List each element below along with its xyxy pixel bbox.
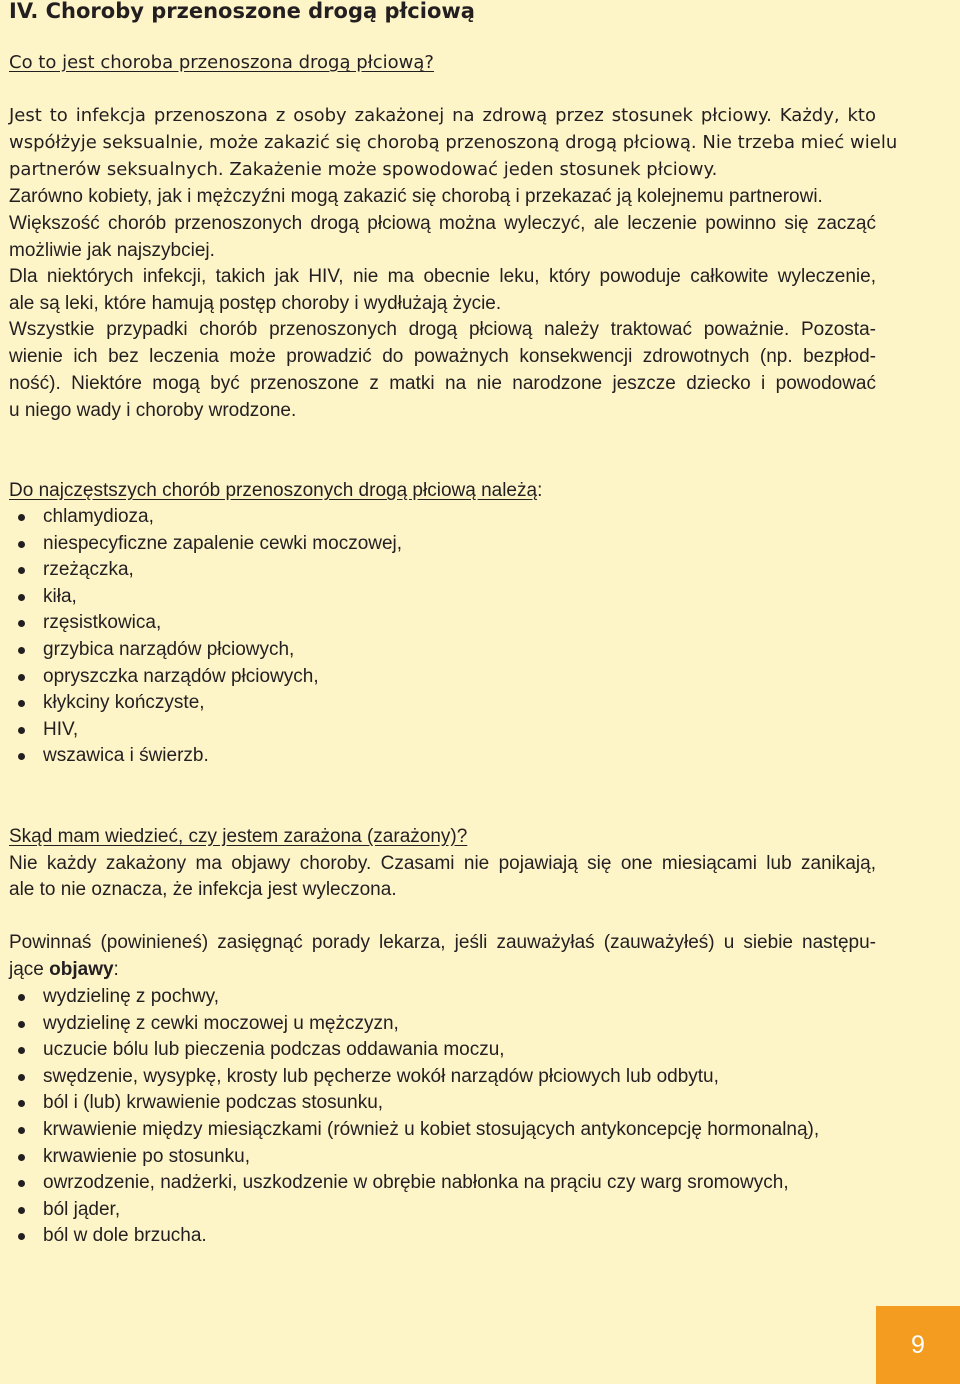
list-item: ból i (lub) krwawienie podczas stosunku, — [9, 1090, 819, 1117]
paragraph-serious-line-2: wienie ich bez leczenia może prowadzić do poważnych konsekwencji zdrowotnych (np. bezpłod- — [9, 346, 876, 367]
list-item: uczucie bólu lub pieczenia podczas oddawania moczu, — [9, 1037, 819, 1064]
paragraph-hiv-line-2: ale są leki, które hamują postęp choroby i wydłużają życie. — [9, 293, 502, 314]
list-item: rzeżączka, — [9, 557, 402, 584]
page-number-badge — [876, 1306, 960, 1384]
list-item: ból w dole brzucha. — [9, 1223, 819, 1250]
page-number: 9 — [911, 1330, 925, 1359]
symptoms-intro-line-1: Powinnaś (powinieneś) zasięgnąć porady lekarza, jeśli zauważyłaś (zauważyłeś) u siebie następu- — [9, 932, 876, 953]
answer-line-1: Nie każdy zakażony ma objawy choroby. Czasami nie pojawiają się one miesiącami lub zanikają, — [9, 853, 876, 874]
question-what-is-std: Co to jest choroba przenoszona drogą płciową? — [9, 52, 434, 73]
symptoms-list — [9, 984, 819, 1250]
list-item: grzybica narządów płciowych, — [9, 637, 402, 664]
list-item: wszawica i świerzb. — [9, 743, 402, 770]
list-item: niespecyficzne zapalenie cewki moczowej, — [9, 531, 402, 558]
paragraph-serious-line-1: Wszystkie przypadki chorób przenoszonych drogą płciową należy traktować poważnie. Pozosta- — [9, 319, 876, 340]
list-item: wydzielinę z cewki moczowej u mężczyzn, — [9, 1011, 819, 1038]
list-item: ból jąder, — [9, 1197, 819, 1224]
diseases-list — [9, 504, 402, 770]
symptoms-intro-prefix: jące — [9, 959, 50, 980]
list-item: krwawienie między miesiączkami (również u kobiet stosujących antykoncepcję hormonalną), — [9, 1117, 819, 1144]
paragraph-transmission: Zarówno kobiety, jak i mężczyźni mogą zakazić się chorobą i przekazać ją kolejnemu partnerowi. — [9, 186, 823, 207]
list-item: kiła, — [9, 584, 402, 611]
list-item: HIV, — [9, 717, 402, 744]
paragraph-treatment-line-1: Większość chorób przenoszonych drogą płciową można wyleczyć, ale leczenie powinno się zacząć — [9, 213, 876, 234]
list-item: krwawienie po stosunku, — [9, 1144, 819, 1171]
list-item: owrzodzenie, nadżerki, uszkodzenie w obrębie nabłonka na prąciu czy warg sromowych, — [9, 1170, 819, 1197]
answer-line-2: ale to nie oznacza, że infekcja jest wyleczona. — [9, 879, 397, 900]
intro-line-2: współżyje seksualnie, może zakazić się chorobą przenoszoną drogą płciową. Nie trzeba mieć wielu — [9, 132, 898, 153]
diseases-heading-text: Do najczęstszych chorób przenoszonych drogą płciową należą — [9, 480, 538, 501]
paragraph-treatment-line-2: możliwie jak najszybciej. — [9, 240, 215, 261]
list-item: wydzielinę z pochwy, — [9, 984, 819, 1011]
intro-line-3: partnerów seksualnych. Zakażenie może spowodować jeden stosunek płciowy. — [9, 159, 718, 180]
diseases-heading-colon: : — [537, 480, 543, 501]
intro-line-1: Jest to infekcja przenoszona z osoby zakażonej na zdrową przez stosunek płciowy. Każdy, kto — [9, 105, 876, 126]
paragraph-hiv-line-1: Dla niektórych infekcji, takich jak HIV, nie ma obecnie leku, który powoduje całkowite wyleczenie, — [9, 266, 876, 287]
list-item: opryszczka narządów płciowych, — [9, 664, 402, 691]
paragraph-serious-line-3: ność). Niektóre mogą być przenoszone z matki na nie narodzone jeszcze dziecko i powodować — [9, 373, 876, 394]
paragraph-serious-line-4: u niego wady i choroby wrodzone. — [9, 400, 297, 421]
list-item: swędzenie, wysypkę, krosty lub pęcherze wokół narządów płciowych lub odbytu, — [9, 1064, 819, 1091]
list-item: chlamydioza, — [9, 504, 402, 531]
question-how-to-know: Skąd mam wiedzieć, czy jestem zarażona (zarażony)? — [9, 826, 468, 847]
list-item: rzęsistkowica, — [9, 610, 402, 637]
diseases-heading — [9, 478, 542, 505]
section-title: IV. Choroby przenoszone drogą płciową — [9, 0, 475, 23]
list-item: kłykciny kończyste, — [9, 690, 402, 717]
symptoms-intro-line-2 — [9, 957, 119, 984]
symptoms-intro-suffix: : — [113, 959, 119, 980]
symptoms-keyword: objawy — [49, 959, 114, 980]
